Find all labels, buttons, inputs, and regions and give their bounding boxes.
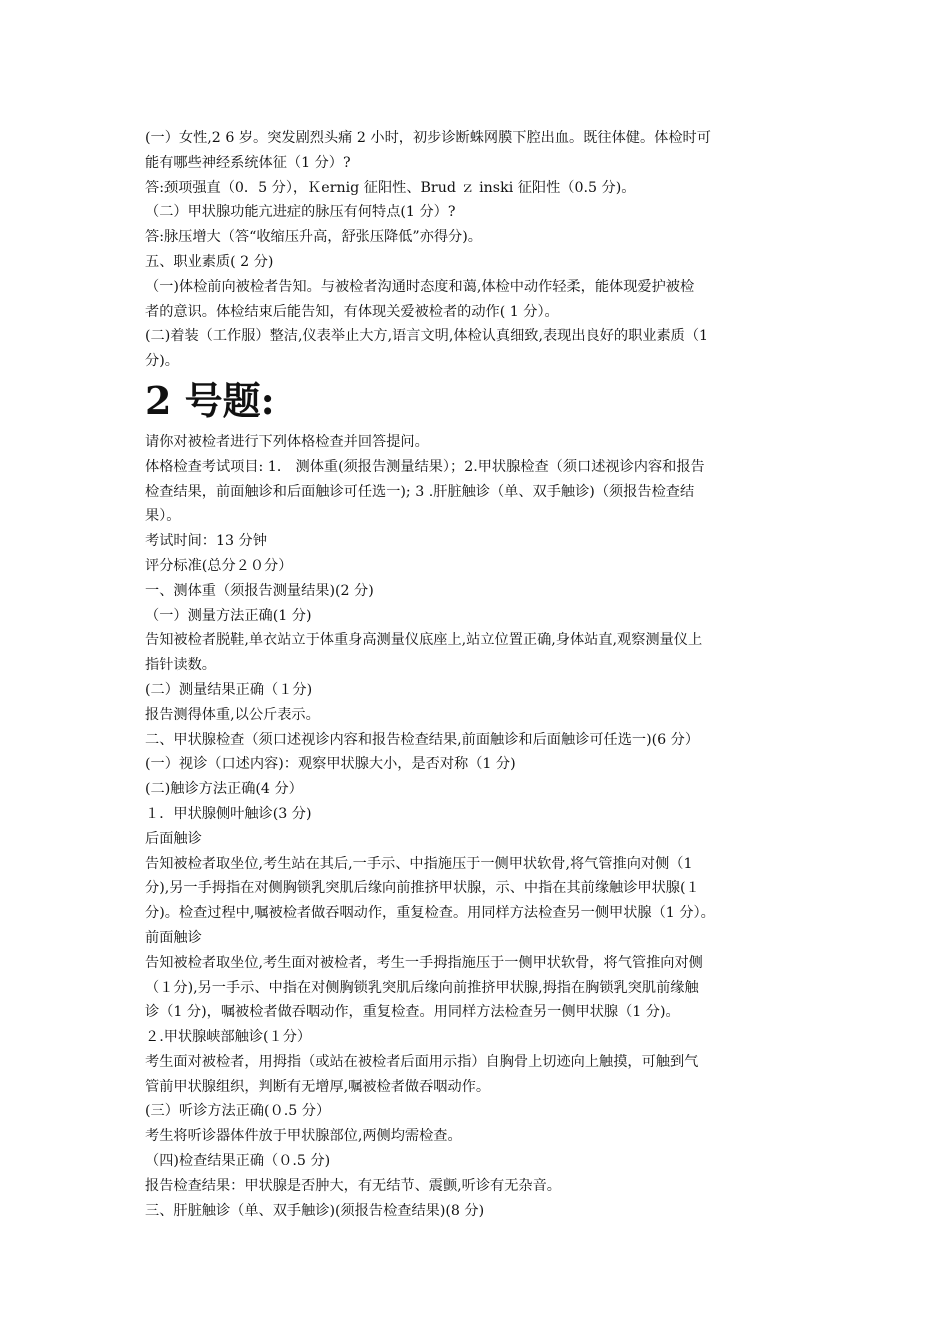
text-line: 报告检查结果：甲状腺是否肿大，有无结节、震颤,听诊有无杂音。 (145, 1177, 561, 1194)
text-line: 果）。 (145, 508, 181, 525)
text-line: (三）听诊方法正确(０.5 分） (145, 1103, 331, 1120)
text-line: 考生将听诊器体件放于甲状腺部位,两侧均需检查。 (145, 1128, 462, 1145)
text-line: （二）甲状腺功能亢进症的脉压有何特点(1 分）? (145, 204, 456, 221)
text-line: 能有哪些神经系统体征（1 分）? (145, 154, 351, 171)
text-line: 三、肝脏触诊（单、双手触诊)(须报告检查结果)(8 分) (145, 1202, 485, 1219)
text-line: 管前甲状腺组织，判断有无增厚,嘱被检者做吞咽动作。 (145, 1078, 491, 1095)
text-line: 体格检查考试项目: 1． 测体重(须报告测量结果）；2.甲状腺检查（须口述视诊内容和报告 (145, 458, 705, 475)
text-line: (一）视诊（口述内容)：观察甲状腺大小，是否对称（1 分) (145, 756, 516, 773)
text-line: （一)体检前向被检者告知。与被检者沟通时态度和蔼,体检中动作轻柔，能体现爱护被检 (145, 278, 695, 295)
text-line: (二)着装（工作服）整洁,仪表举止大方,语言文明,体检认真细致,表现出良好的职业素质（1 (145, 328, 709, 345)
text-line: 后面触诊 (145, 830, 202, 847)
text-line: （一）测量方法正确(1 分) (145, 607, 312, 624)
text-line: ２.甲状腺峡部触诊(１分） (145, 1029, 312, 1046)
text-line: 一、测体重（须报告测量结果)(2 分) (145, 582, 374, 599)
text-line: 告知被检者脱鞋,单衣站立于体重身高测量仪底座上,站立位置正确,身体站直,观察测量仪上 (145, 632, 703, 649)
text-line: 诊（1 分)，嘱被检者做吞咽动作，重复检查。用同样方法检查另一侧甲状腺（1 分)。 (145, 1004, 680, 1021)
text-line: 分),另一手拇指在对侧胸锁乳突肌后缘向前推挤甲状腺，示、中指在其前缘触诊甲状腺(１ (145, 880, 700, 897)
text-line: 答:脉压增大（答“收缩压升高，舒张压降低”亦得分)。 (145, 229, 482, 246)
text-line: (一）女性,2 6 岁。突发剧烈头痛 2 小时，初步诊断蛛网膜下腔出血。既往体健。体检时可 (145, 130, 711, 146)
document-page (145, 126, 815, 1223)
section-top (145, 126, 815, 374)
text-line: 告知被检者取坐位,考生站在其后,一手示、中指施压于一侧甲状软骨,将气管推向对侧（1 (145, 855, 693, 872)
text-line: 评分标准(总分２０分） (145, 557, 293, 574)
text-line: 考试时间：13 分钟 (145, 533, 267, 550)
text-line: １．甲状腺侧叶触诊(3 分) (145, 805, 312, 822)
question-heading: 2 号题: (145, 377, 275, 423)
section-bottom (145, 430, 815, 1224)
text-line: (二)触诊方法正确(4 分） (145, 781, 303, 798)
text-line: 报告测得体重,以公斤表示。 (145, 706, 320, 723)
text-line: 告知被检者取坐位,考生面对被检者，考生一手拇指施压于一侧甲状软骨，将气管推向对侧 (145, 954, 703, 971)
text-line: 检查结果，前面触诊和后面触诊可任选一); 3 .肝脏触诊（单、双手触诊)（须报告检查结 (145, 483, 695, 500)
text-line: （１分),另一手示、中指在对侧胸锁乳突肌后缘向前推挤甲状腺,拇指在胸锁乳突肌前缘触 (145, 979, 699, 996)
text-line: 二、甲状腺检查（须口述视诊内容和报告检查结果,前面触诊和后面触诊可任选一)(6 分） (145, 731, 700, 748)
text-line: 者的意识。体检结束后能告知，有体现关爱被检者的动作( 1 分）。 (145, 303, 559, 320)
text-line: 分)。 (145, 353, 179, 370)
text-line: 答:颈项强直（0．5 分），Ｋernig 征阳性、Brud ｚ inski 征阳性（0.5 分)。 (145, 179, 636, 196)
text-line: 指针读数。 (145, 657, 216, 674)
text-line: (二）测量结果正确（１分) (145, 681, 313, 698)
text-line: 五、职业素质( 2 分) (145, 253, 274, 270)
text-line: 前面触诊 (145, 929, 202, 946)
text-line: 请你对被检者进行下列体格检查并回答提问。 (145, 433, 429, 450)
text-line: （四)检查结果正确（０.5 分) (145, 1153, 331, 1170)
text-line: 考生面对被检者，用拇指（或站在被检者后面用示指）自胸骨上切迹向上触摸，可触到气 (145, 1053, 699, 1070)
text-line: 分)。检查过程中,嘱被检者做吞咽动作，重复检查。用同样方法检查另一侧甲状腺（1 分）。 (145, 905, 715, 922)
